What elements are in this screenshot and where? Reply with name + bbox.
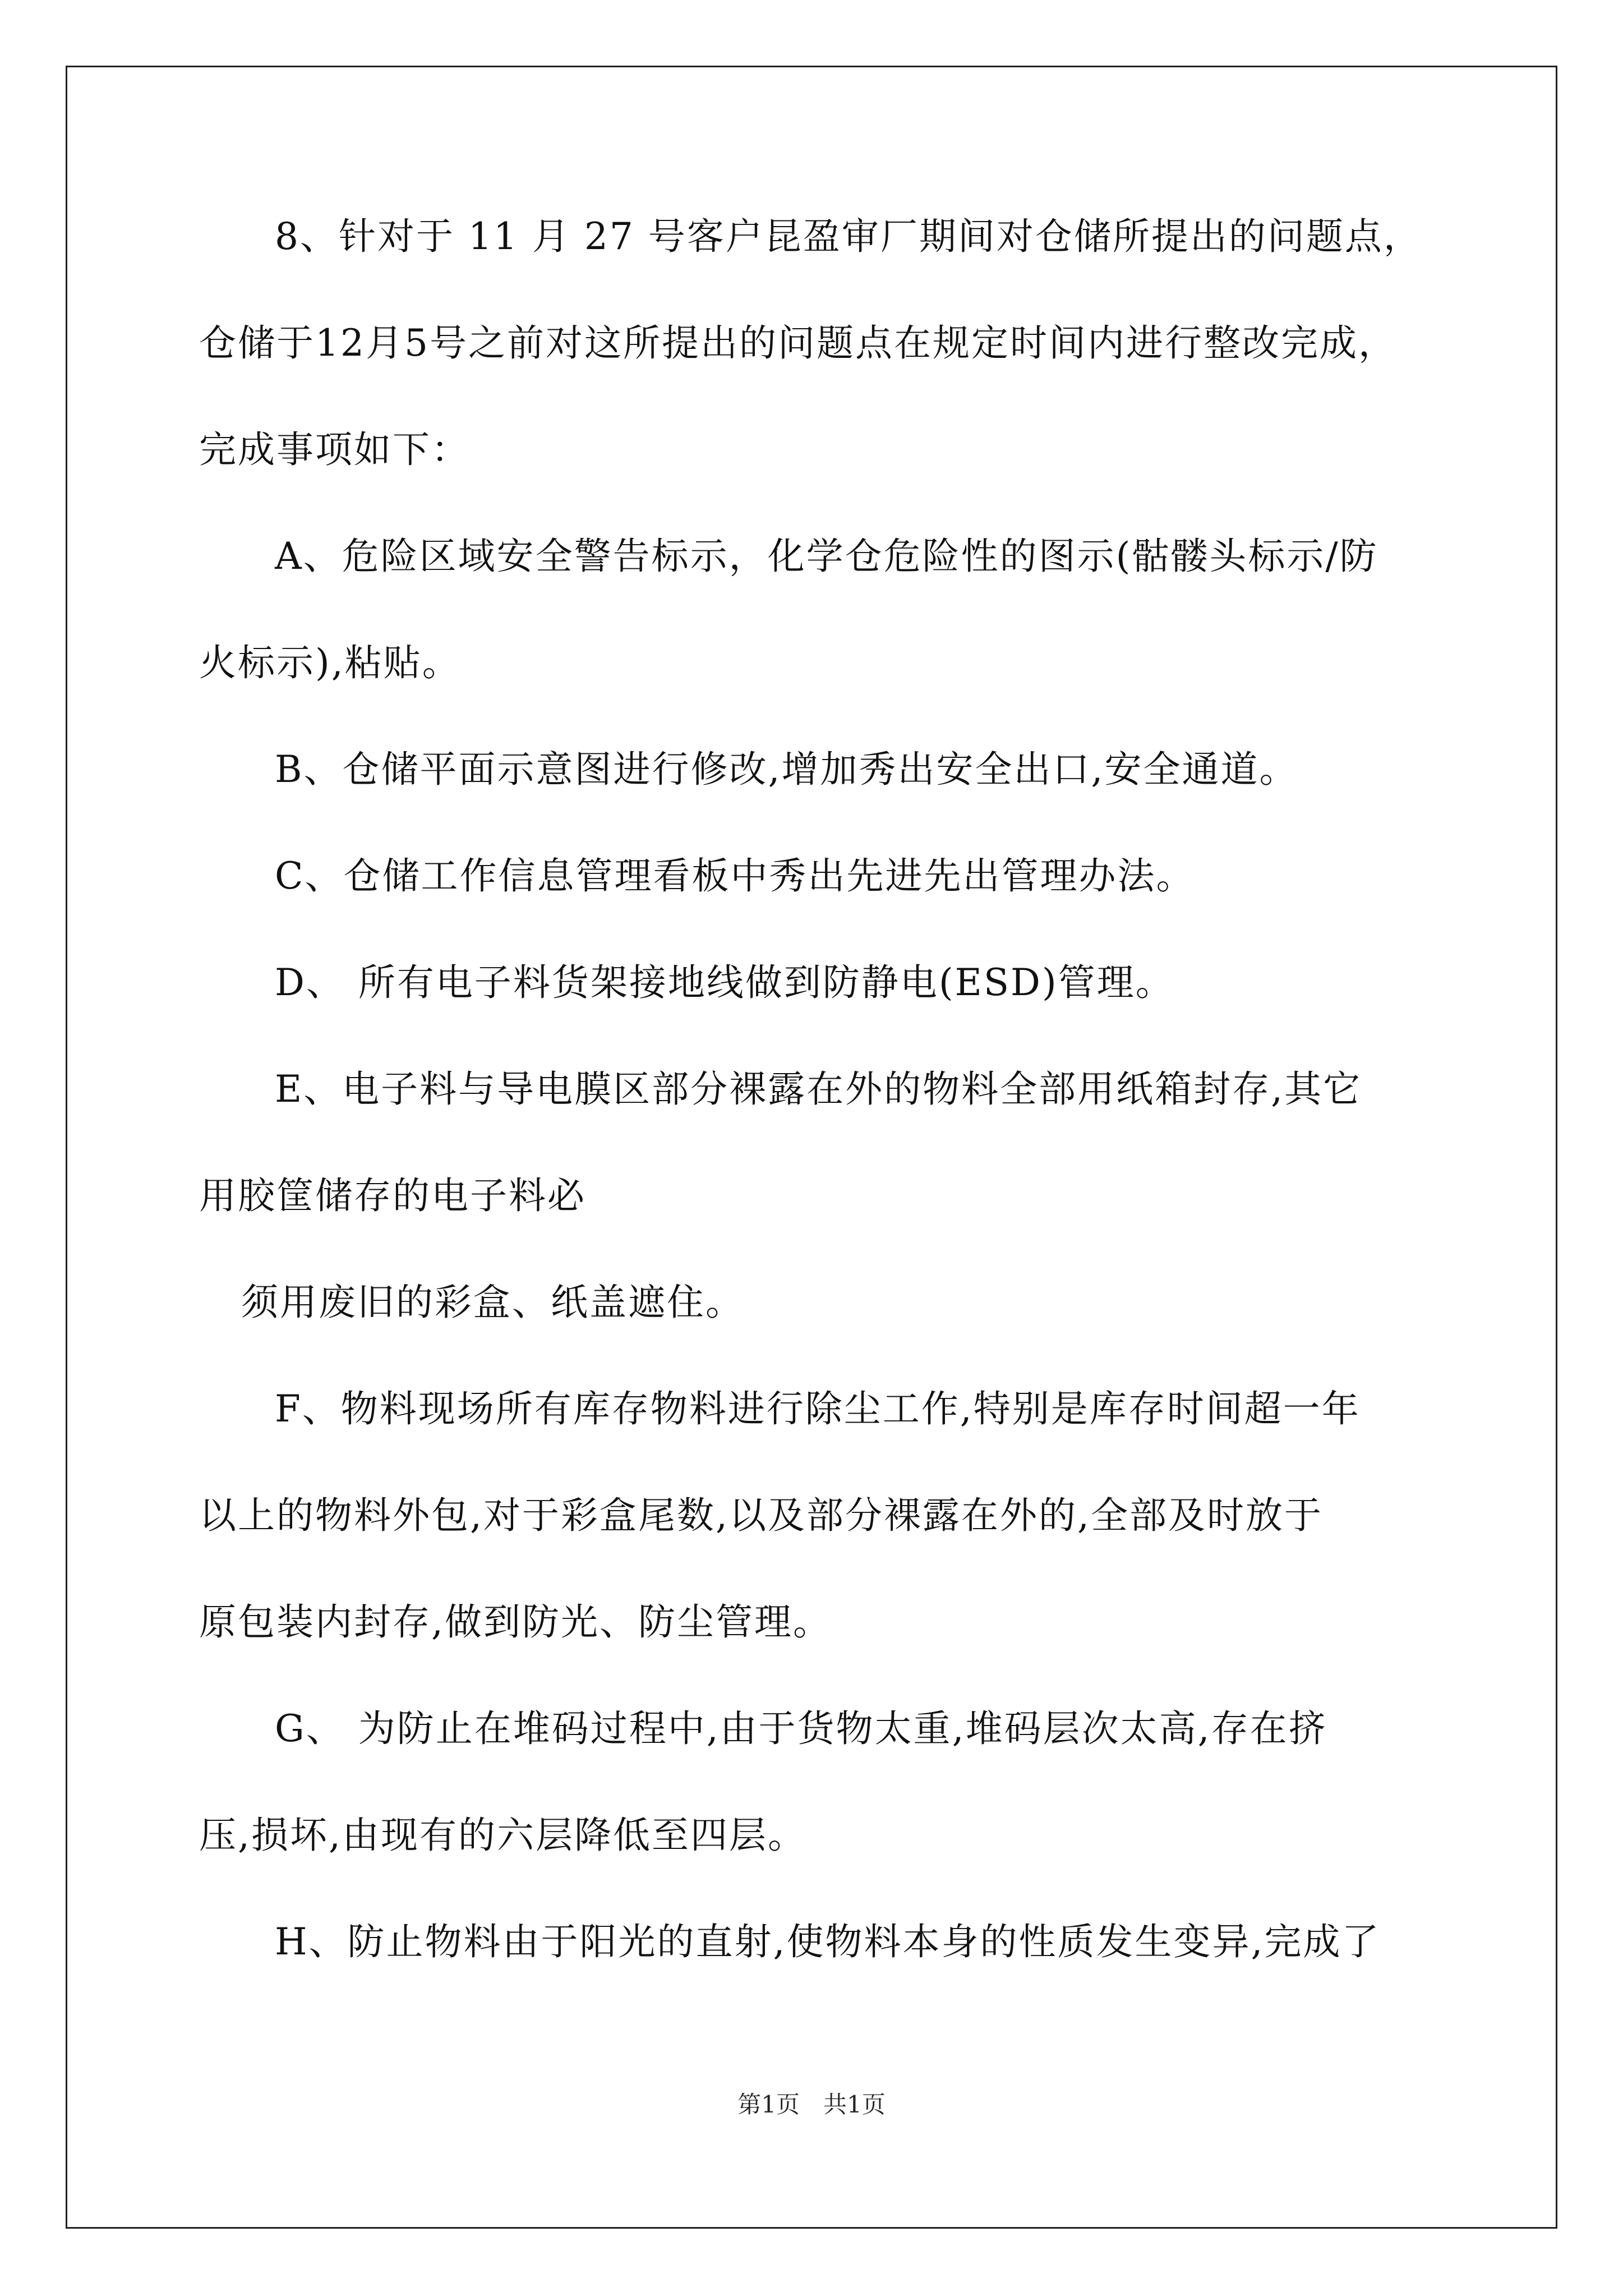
text-line-2: 仓储于12月5号之前对这所提出的问题点在规定时间内进行整改完成，: [199, 321, 1397, 365]
page-number-footer: 第1页 共1页: [737, 2091, 886, 2118]
text-line-16: 压,损坏,由现有的六层降低至四层。: [199, 1814, 806, 1857]
text-line-8: D、 所有电子料货架接地线做到防静电(ESD)管理。: [275, 961, 1174, 1004]
text-line-15: G、 为防止在堆码过程中,由于货物太重,堆码层次太高,存在挤: [275, 1707, 1327, 1750]
text-line-7: C、仓储工作信息管理看板中秀出先进先出管理办法。: [275, 854, 1195, 898]
text-line-14: 原包装内封存,做到防光、防尘管理。: [199, 1600, 832, 1644]
text-line-11: 须用废旧的彩盒、纸盖遮住。: [241, 1281, 744, 1324]
text-line-17: H、防止物料由于阳光的直射,使物料本身的性质发生变异,完成了: [275, 1920, 1381, 1963]
page-border: [66, 66, 1557, 2229]
text-line-12: F、物料现场所有库存物料进行除尘工作,特别是库存时间超一年: [275, 1387, 1361, 1430]
text-line-6: B、仓储平面示意图进行修改,增加秀出安全出口,安全通道。: [275, 748, 1298, 791]
text-line-10: 用胶筐储存的电子料必: [199, 1174, 586, 1217]
text-line-1: 8、针对于 11 月 27 号客户昆盈审厂期间对仓储所提出的问题点，: [275, 215, 1422, 258]
text-line-5: 火标示),粘贴。: [199, 641, 461, 684]
text-line-3: 完成事项如下：: [199, 428, 470, 471]
text-line-4: A、危险区域安全警告标示，化学仓危险性的图示(骷髅头标示/防: [275, 535, 1378, 578]
text-line-13: 以上的物料外包,对于彩盒尾数,以及部分裸露在外的,全部及时放于: [199, 1494, 1323, 1537]
text-line-9: E、电子料与导电膜区部分裸露在外的物料全部用纸箱封存,其它: [275, 1068, 1362, 1111]
